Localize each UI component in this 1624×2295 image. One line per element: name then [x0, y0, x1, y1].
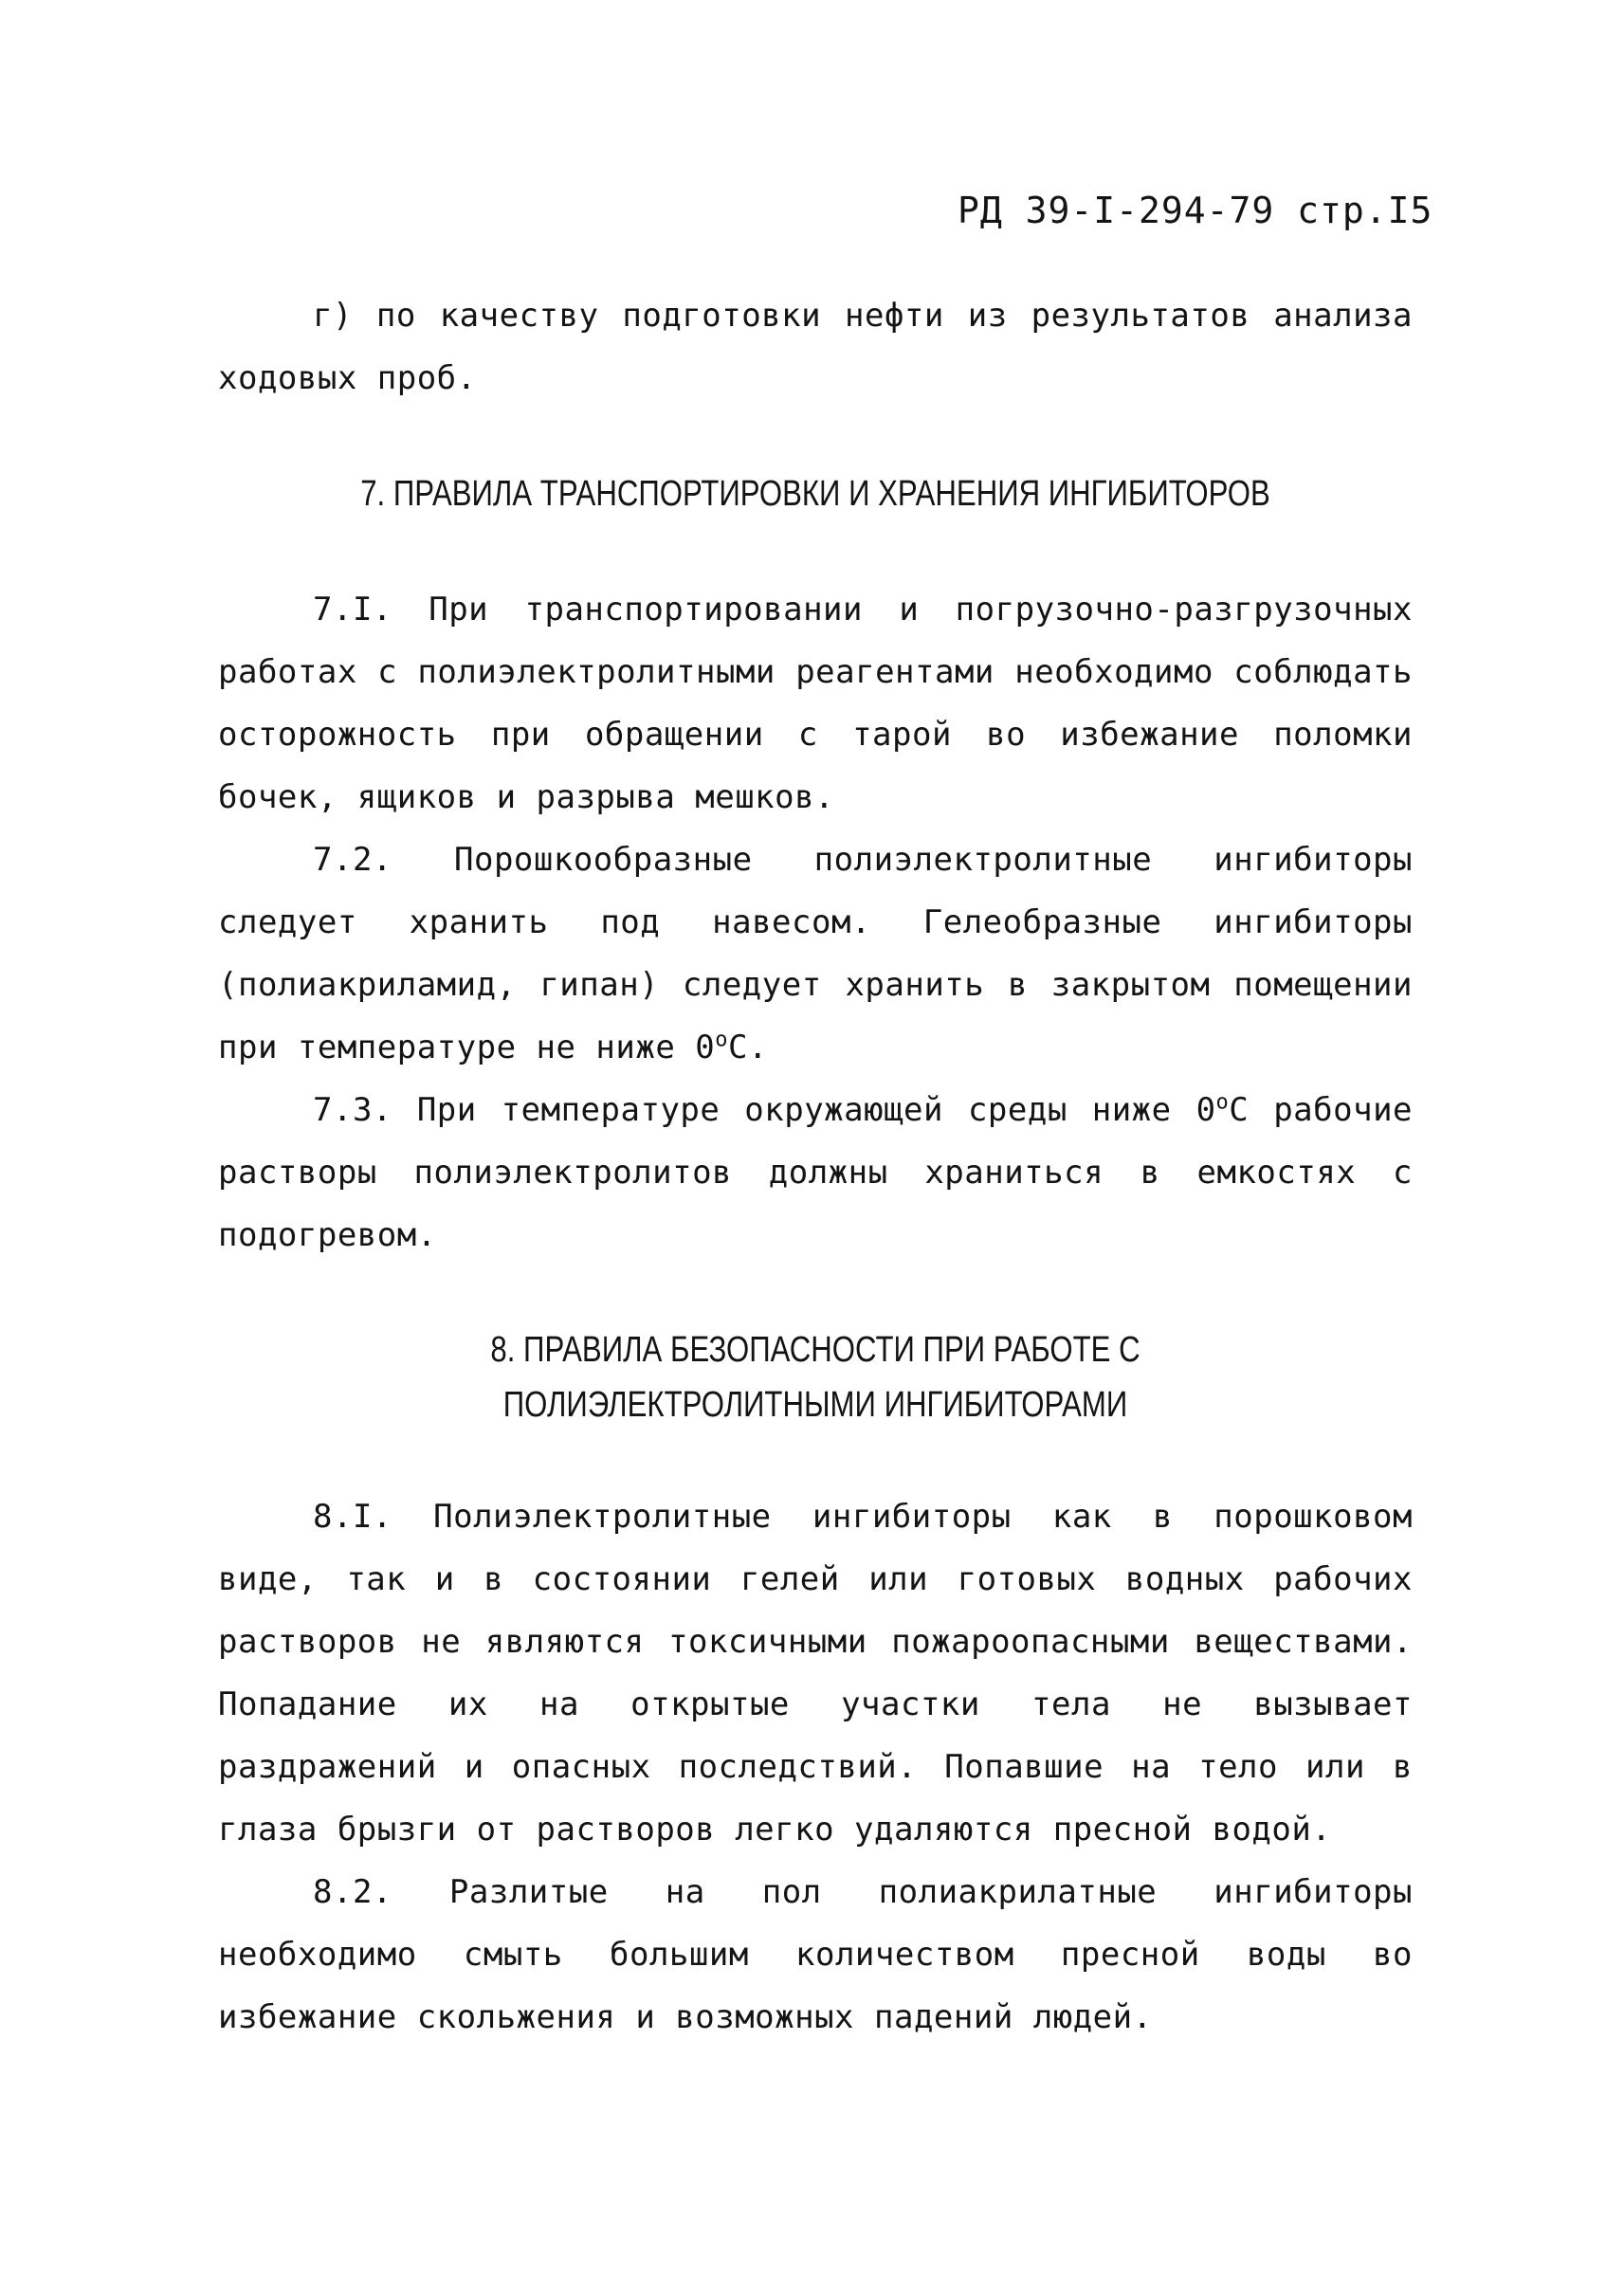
paragraph-7-2-unit: C. — [728, 1029, 768, 1066]
paragraph-7-3 — [218, 1079, 1413, 1266]
section-8-title-line-1: 8. ПРАВИЛА БЕЗОПАСНОСТИ ПРИ РАБОТЕ С — [490, 1330, 1140, 1370]
paragraph-item-g: г) по качеству подготовки нефти из результатов анализа ходовых проб. — [218, 297, 1413, 397]
degree-sign: o — [1215, 1090, 1230, 1115]
paragraph-8-1: 8.I. Полиэлектролитные ингибиторы как в порошковом виде, так и в состоянии гелей или готовых водных рабочих растворов не являются токсичными пожароопасными веществами. Попадание их на открытые участки тела не вызывает раздражений и опасных последствий. Попавшие на тело или в глаза брызги от растворов легко удаляются пресной водой. — [218, 1498, 1413, 1849]
paragraph-7-1: 7.I. При транспортировании и погрузочно-разгрузочных работах с полиэлектролитными реагентами необходимо соблюдать осторожность при обращении с тарой во избежание поломки бочек, ящиков и разрыва мешков. — [218, 591, 1413, 816]
paragraph-7-3-rest: C рабочие растворы полиэлектролитов должны храниться в емкостях с подогревом. — [218, 1091, 1414, 1254]
degree-sign: o — [715, 1028, 728, 1052]
paragraph-8-2: 8.2. Разлитые на пол полиакрилатные ингибиторы необходимо смыть большим количеством пресной воды во избежание скольжения и возможных падений людей. — [218, 1873, 1413, 2036]
paragraph-7-3-text: 7.3. При температуре окружающей среды ниже 0 — [313, 1091, 1216, 1129]
paragraph-7-2-text: 7.2. Порошкообразные полиэлектролитные ингибиторы следует хранить под навесом. Гелеобразные ингибиторы (полиакриламид, гипан) следует хранить в закрытом помещении при температуре не ниже 0 — [218, 841, 1413, 1066]
page-header-doc-ref: РД 39-I-294-79 стр.I5 — [958, 190, 1433, 231]
paragraph-7-2 — [218, 829, 1413, 1079]
section-8-title-line-2: ПОЛИЭЛЕКТРОЛИТНЫМИ ИНГИБИТОРАМИ — [502, 1385, 1128, 1425]
section-7-title: 7. ПРАВИЛА ТРАНСПОРТИРОВКИ И ХРАНЕНИЯ ИНГИБИТОРОВ — [360, 474, 1270, 514]
